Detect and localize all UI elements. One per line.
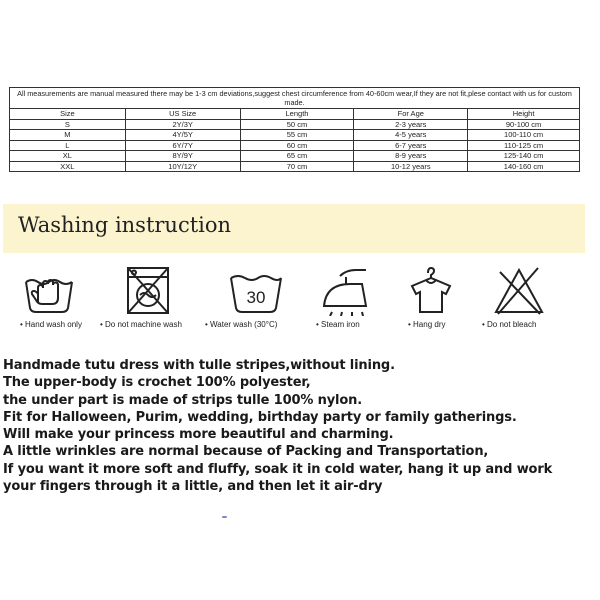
table-cell: S	[10, 119, 126, 130]
table-row	[10, 130, 580, 141]
hang-dry-icon	[400, 264, 462, 316]
table-cell: 90-100 cm	[468, 119, 580, 130]
table-header-row	[10, 109, 580, 120]
decorative-mark	[222, 516, 227, 518]
size-chart-table	[9, 87, 580, 172]
table-cell: 10Y/12Y	[125, 161, 240, 172]
do-not-bleach-icon	[488, 264, 550, 316]
column-header: For Age	[354, 109, 468, 120]
hand-wash-icon	[18, 264, 80, 316]
table-cell: 4Y/5Y	[125, 130, 240, 141]
description-line: Will make your princess more beautiful and charming.	[3, 427, 394, 443]
table-cell: XXL	[10, 161, 126, 172]
table-cell: 8-9 years	[354, 151, 468, 162]
table-cell: 2-3 years	[354, 119, 468, 130]
hang-dry-caption: • Hang dry	[408, 320, 446, 329]
description-line: your fingers through it a little, and then let it air-dry	[3, 479, 383, 495]
steam-iron-caption: • Steam iron	[316, 320, 360, 329]
table-cell: 4-5 years	[354, 130, 468, 141]
product-description	[3, 357, 597, 495]
column-header: Length	[240, 109, 354, 120]
table-cell: 70 cm	[240, 161, 354, 172]
table-cell: 6-7 years	[354, 140, 468, 151]
no-machine-wash-icon	[118, 264, 180, 316]
table-row	[10, 119, 580, 130]
table-cell: 55 cm	[240, 130, 354, 141]
description-line: A little wrinkles are normal because of Packing and Transportation,	[3, 444, 489, 460]
description-line: Fit for Halloween, Purim, wedding, birthday party or family gatherings.	[3, 409, 517, 425]
table-cell: 8Y/9Y	[125, 151, 240, 162]
table-cell: 125-140 cm	[468, 151, 580, 162]
table-cell: 65 cm	[240, 151, 354, 162]
do-not-bleach-caption: • Do not bleach	[482, 320, 537, 329]
temperature-label: 30	[246, 288, 266, 307]
description-line: The upper-body is crochet 100% polyester,	[3, 375, 311, 391]
table-cell: 60 cm	[240, 140, 354, 151]
table-cell: L	[10, 140, 126, 151]
washing-title: Washing instruction	[18, 213, 232, 237]
table-cell: 100-110 cm	[468, 130, 580, 141]
table-cell: 6Y/7Y	[125, 140, 240, 151]
table-cell: M	[10, 130, 126, 141]
table-cell: 2Y/3Y	[125, 119, 240, 130]
table-cell: XL	[10, 151, 126, 162]
water-wash-caption: • Water wash (30°C)	[205, 320, 278, 329]
steam-iron-icon	[316, 264, 378, 316]
table-cell: 10-12 years	[354, 161, 468, 172]
hand-wash-caption: • Hand wash only	[20, 320, 82, 329]
description-line: If you want it more soft and fluffy, soak it in cold water, hang it up and work	[3, 461, 553, 477]
table-cell: 110-125 cm	[468, 140, 580, 151]
table-row	[10, 151, 580, 162]
table-row	[10, 161, 580, 172]
water-wash-icon	[225, 264, 287, 316]
column-header: US Size	[125, 109, 240, 120]
table-note-row	[10, 88, 580, 109]
column-header: Height	[468, 109, 580, 120]
table-row	[10, 140, 580, 151]
measurement-note: All measurements are manual measured there may be 1-3 cm deviations,suggest chest circumference from 40-60cm wear,If they are not fit,plese contact with us for custom made.	[10, 88, 580, 109]
no-machine-wash-caption: • Do not machine wash	[100, 320, 182, 329]
table-cell: 50 cm	[240, 119, 354, 130]
column-header: Size	[10, 109, 126, 120]
table-cell: 140-160 cm	[468, 161, 580, 172]
description-line: the under part is made of strips tulle 100% nylon.	[3, 392, 363, 408]
description-line: Handmade tutu dress with tulle stripes,without lining.	[3, 358, 395, 373]
